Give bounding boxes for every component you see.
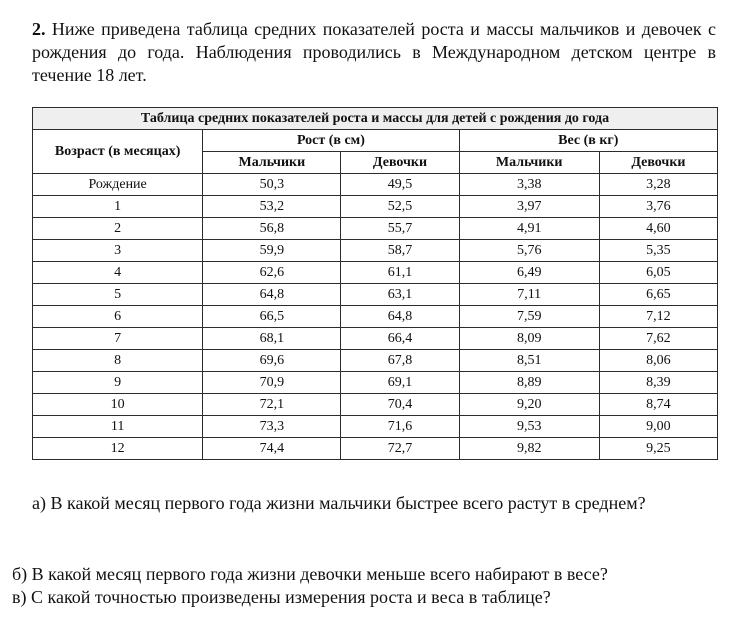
weight-boys-cell: 9,20 [459,394,599,416]
weight-boys-cell: 9,53 [459,416,599,438]
weight-boys-cell: 7,11 [459,284,599,306]
weight-group-header: Вес (в кг) [459,130,717,152]
age-cell: 5 [33,284,203,306]
age-cell: 7 [33,328,203,350]
weight-girls-cell: 8,39 [599,372,717,394]
question-b: б) В какой месяц первого года жизни девочки меньше всего набирают в весе? [12,564,608,584]
table-row [33,218,718,240]
weight-girls-cell: 4,60 [599,218,717,240]
height-boys-cell: 56,8 [203,218,341,240]
weight-boys-cell: 3,97 [459,196,599,218]
age-column-header: Возраст (в месяцах) [33,130,203,174]
weight-boys-cell: 8,89 [459,372,599,394]
age-cell: 3 [33,240,203,262]
table-row [33,306,718,328]
height-boys-cell: 74,4 [203,438,341,460]
table-row [33,394,718,416]
table-row [33,240,718,262]
table-row [33,438,718,460]
weight-girls-cell: 8,06 [599,350,717,372]
weight-girls-header: Девочки [599,152,717,174]
weight-girls-cell: 7,12 [599,306,717,328]
height-group-header: Рост (в см) [203,130,459,152]
height-boys-cell: 68,1 [203,328,341,350]
height-girls-cell: 52,5 [341,196,459,218]
age-cell: 8 [33,350,203,372]
age-cell: 9 [33,372,203,394]
weight-girls-cell: 5,35 [599,240,717,262]
weight-girls-cell: 6,05 [599,262,717,284]
height-girls-cell: 72,7 [341,438,459,460]
table-row [33,328,718,350]
table-body [33,174,718,460]
height-boys-cell: 50,3 [203,174,341,196]
weight-boys-header: Мальчики [459,152,599,174]
height-girls-cell: 71,6 [341,416,459,438]
table-row [33,196,718,218]
weight-boys-cell: 7,59 [459,306,599,328]
table-caption: Таблица средних показателей роста и массы для детей с рождения до года [33,108,718,130]
weight-girls-cell: 8,74 [599,394,717,416]
weight-boys-cell: 9,82 [459,438,599,460]
height-girls-cell: 67,8 [341,350,459,372]
height-girls-cell: 49,5 [341,174,459,196]
weight-boys-cell: 8,09 [459,328,599,350]
height-boys-cell: 64,8 [203,284,341,306]
height-boys-cell: 73,3 [203,416,341,438]
age-cell: 1 [33,196,203,218]
weight-boys-cell: 5,76 [459,240,599,262]
table-row [33,416,718,438]
question-a: а) В какой месяц первого года жизни мальчики быстрее всего растут в среднем? [32,493,646,513]
age-cell: 10 [33,394,203,416]
weight-boys-cell: 4,91 [459,218,599,240]
table-row [33,262,718,284]
height-girls-cell: 63,1 [341,284,459,306]
age-cell: 12 [33,438,203,460]
table-row [33,174,718,196]
height-boys-cell: 66,5 [203,306,341,328]
weight-girls-cell: 7,62 [599,328,717,350]
problem-text: Ниже приведена таблица средних показателей роста и массы мальчиков и девочек с рождения до года. Наблюдения проводились в Международном детском центре в течение 18 лет. [32,19,717,85]
table-row [33,284,718,306]
height-girls-header: Девочки [341,152,459,174]
height-girls-cell: 64,8 [341,306,459,328]
height-girls-cell: 61,1 [341,262,459,284]
problem-statement [32,18,716,87]
weight-boys-cell: 6,49 [459,262,599,284]
age-cell: 4 [33,262,203,284]
height-girls-cell: 70,4 [341,394,459,416]
weight-girls-cell: 9,00 [599,416,717,438]
age-cell: 2 [33,218,203,240]
height-boys-cell: 72,1 [203,394,341,416]
weight-girls-cell: 9,25 [599,438,717,460]
weight-boys-cell: 3,38 [459,174,599,196]
age-cell: 11 [33,416,203,438]
growth-table [32,107,718,460]
table-row [33,350,718,372]
weight-boys-cell: 8,51 [459,350,599,372]
height-boys-cell: 69,6 [203,350,341,372]
problem-number: 2. [32,19,46,39]
height-boys-header: Мальчики [203,152,341,174]
weight-girls-cell: 6,65 [599,284,717,306]
weight-girls-cell: 3,28 [599,174,717,196]
age-cell: Рождение [33,174,203,196]
height-boys-cell: 62,6 [203,262,341,284]
height-girls-cell: 66,4 [341,328,459,350]
age-cell: 6 [33,306,203,328]
height-girls-cell: 69,1 [341,372,459,394]
question-c: в) С какой точностью произведены измерения роста и веса в таблице? [12,587,551,607]
height-girls-cell: 55,7 [341,218,459,240]
height-boys-cell: 53,2 [203,196,341,218]
height-boys-cell: 59,9 [203,240,341,262]
table-row [33,372,718,394]
height-girls-cell: 58,7 [341,240,459,262]
weight-girls-cell: 3,76 [599,196,717,218]
height-boys-cell: 70,9 [203,372,341,394]
